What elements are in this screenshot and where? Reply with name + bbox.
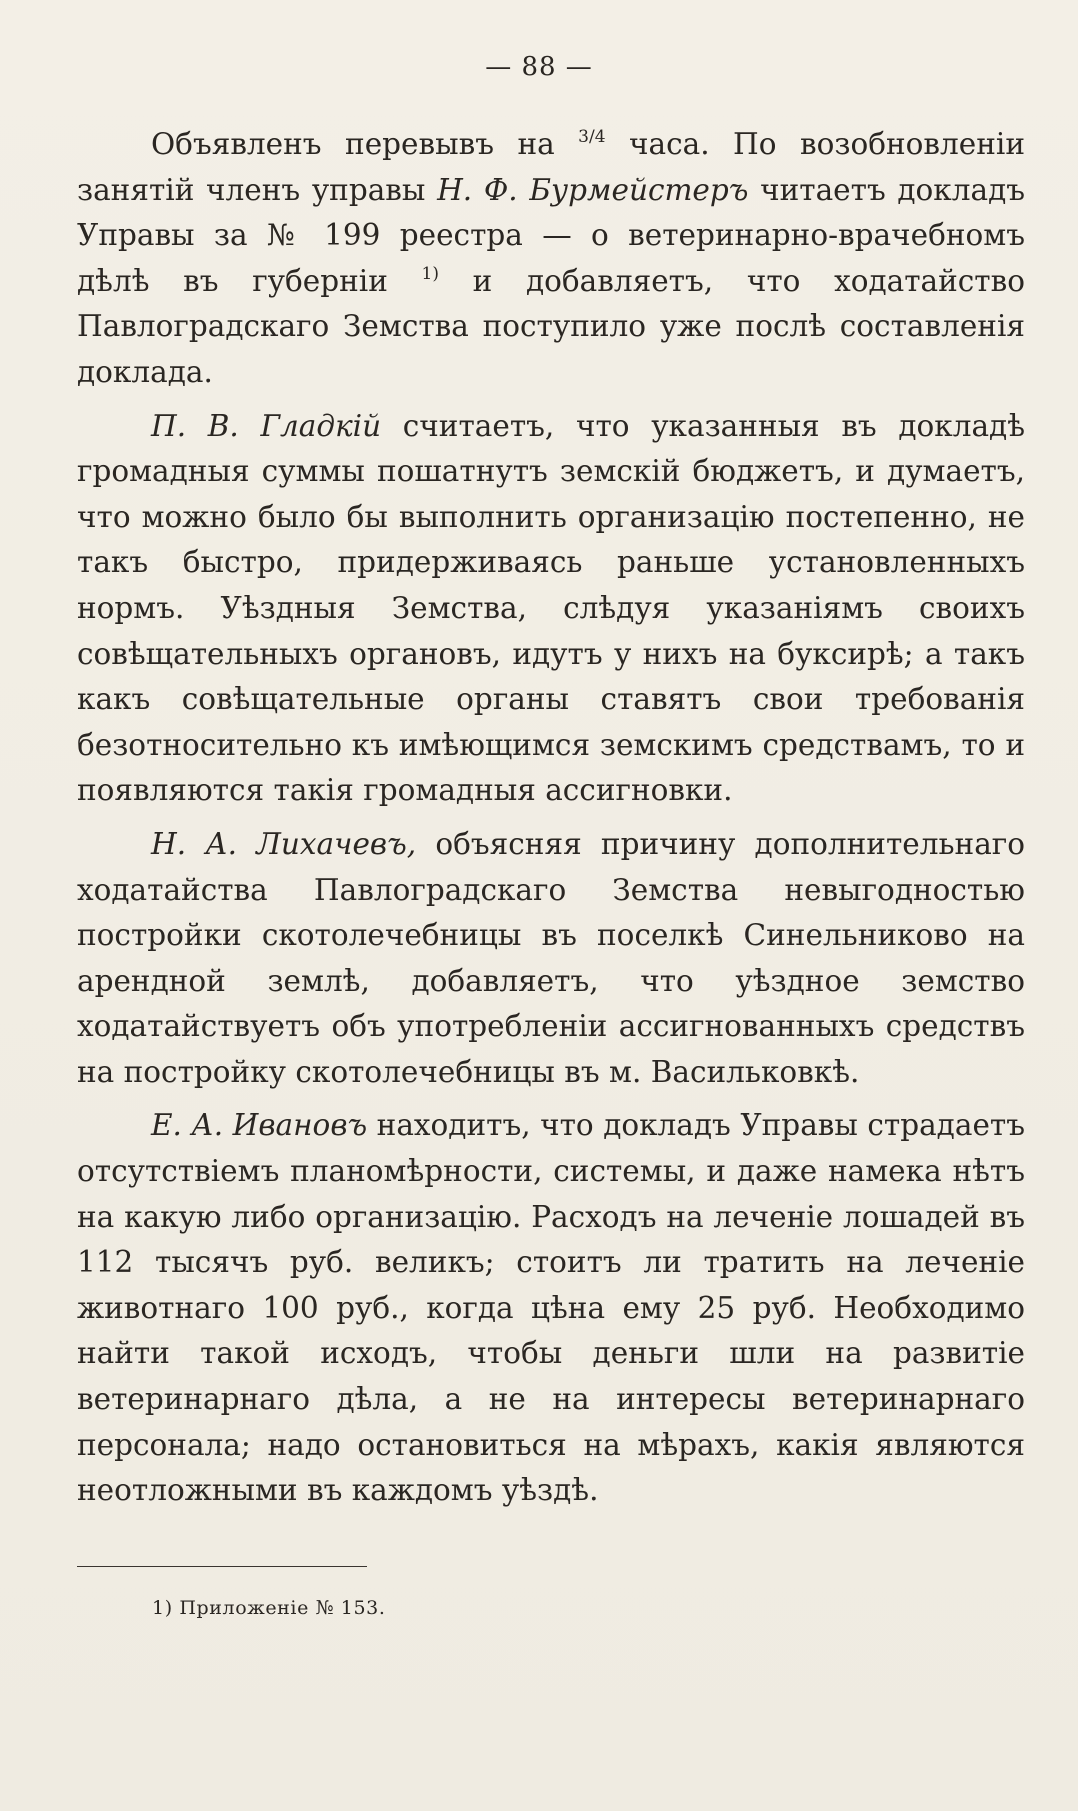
paragraph-1-text-mid: часа. По возобновленіи занятій членъ управы bbox=[77, 127, 1025, 207]
paragraph-3 bbox=[77, 822, 1025, 1096]
paragraph-2-text: считаетъ, что указанныя въ докладѣ громадныя суммы пошатнутъ земскій бюджетъ, и думаетъ, что можно было бы выполнить организацію постепенно, не такъ быстро, придерживаясь раньше установленныхъ нормъ. Уѣздныя Земства, слѣдуя указаніямъ своихъ совѣщательныхъ органовъ, идутъ у нихъ на буксирѣ; а такъ какъ совѣщательные органы ставятъ свои требованія безотносительно къ имѣющимся земскимъ средствамъ, то и появляются такія громадныя ассигновки. bbox=[77, 408, 1025, 808]
footnote-reference: 1) bbox=[421, 263, 439, 284]
page-number: — 88 — bbox=[485, 52, 593, 82]
paragraph-1-text-start: Объявленъ перевывъ на bbox=[151, 127, 579, 161]
paragraph-4 bbox=[77, 1103, 1025, 1513]
speaker-name: Н. Ф. Бурмейстеръ bbox=[437, 172, 749, 207]
paragraph-1-text-end: читаетъ докладъ Управы за № 199 реестра — о ветеринарно-врачебномъ дѣлѣ въ губерніи bbox=[77, 172, 1025, 298]
paragraph-3-text: объясняя причину дополнительнаго ходатайства Павлоградскаго Земства невыгодностью постройки скотолечебницы въ поселкѣ Синельниково на арендной землѣ, добавляетъ, что уѣздное земство ходатайствуетъ объ употребленіи ассигнованныхъ средствъ на постройку скотолечебницы въ м. Васильковкѣ. bbox=[77, 826, 1025, 1089]
paragraph-4-text: находитъ, что докладъ Управы страдаетъ отсутствіемъ планомѣрности, системы, и даже намека нѣтъ на какую либо организацію. Расходъ на леченіе лошадей въ 112 тысячъ руб. великъ; стоитъ ли тратить на леченіе животнаго 100 руб., когда цѣна ему 25 руб. Необходимо найти такой исходъ, чтобы деньги шли на развитіе ветеринарнаго дѣла, а не на интересы ветеринарнаго персонала; надо остановиться на мѣрахъ, какія являются неотложными въ каждомъ уѣздѣ. bbox=[77, 1108, 1025, 1508]
speaker-name: Е. А. Ивановъ bbox=[151, 1108, 368, 1143]
body-text bbox=[77, 122, 1025, 1514]
speaker-name: Н. А. Лихачевъ, bbox=[151, 826, 417, 861]
paragraph-1 bbox=[77, 122, 1025, 396]
speaker-name: П. В. Гладкій bbox=[151, 408, 382, 443]
footnote: 1) Приложеніе № 153. bbox=[152, 1597, 386, 1619]
footnote-divider bbox=[77, 1566, 367, 1567]
fraction-superscript: 3/4 bbox=[578, 127, 606, 147]
paragraph-1-text-final: и добавляетъ, что ходатайство Павлоградскаго Земства поступило уже послѣ составленія доклада. bbox=[77, 263, 1025, 389]
paragraph-2 bbox=[77, 404, 1025, 814]
